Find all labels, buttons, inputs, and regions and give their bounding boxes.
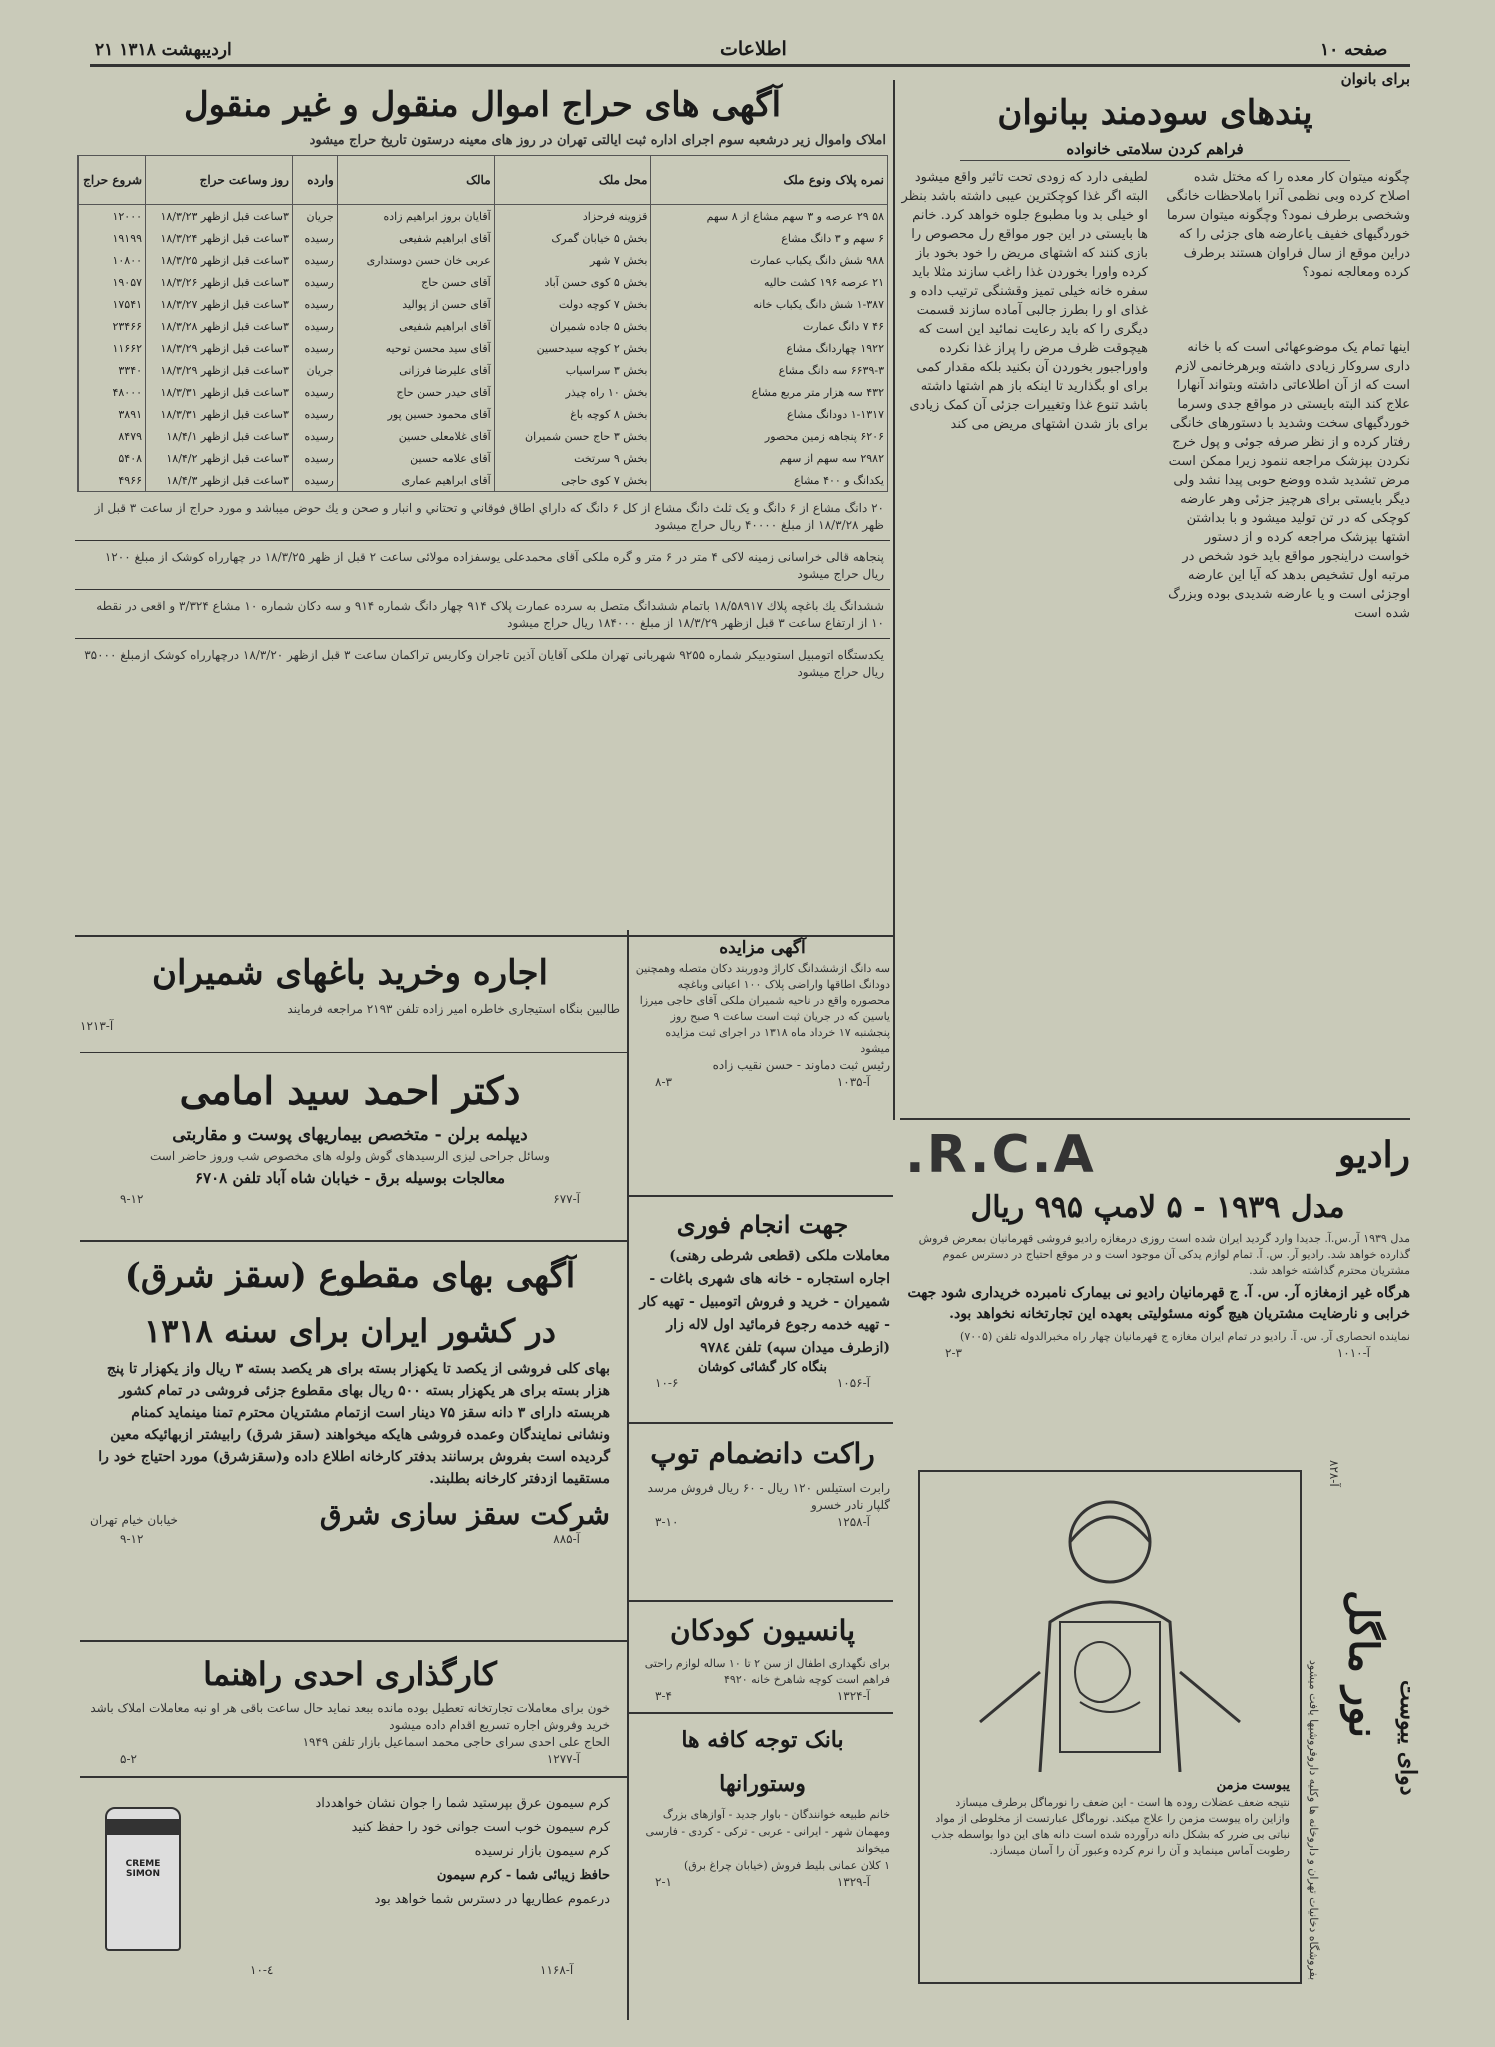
pension-code-2: ۳-۴ <box>655 1689 672 1703</box>
auction-row <box>79 469 888 491</box>
auction-row <box>79 425 888 447</box>
agency-address: الحاج علی احدی سرای حاجی محمد اسماعیل بازار تلفن ۱۹۴۹ <box>302 1735 610 1749</box>
cafe-text: خانم طبیعه خوانندگان - باوار جدید - آوازهای بزرگ ومهمان شهر - ایرانی - عربی - ترکی - کردی - فارسی میخواند <box>645 1808 890 1855</box>
urgent-ad <box>635 1205 890 1415</box>
auction-cell: ۳ساعت قبل ازظهر ۱۸/۳/۲۹ <box>146 337 293 359</box>
column-rule-right <box>893 80 895 1120</box>
medicine-heading: یبوست مزمن <box>1216 1778 1290 1793</box>
auction-notice-code: آ-۱۰۳۵ <box>836 1075 870 1089</box>
racket-title: راکت دانضمام توپ <box>650 1437 875 1470</box>
auction-cell: بخش ۸ کوچه باغ <box>494 403 651 425</box>
urgent-text: معاملات ملکی (قطعی شرطی رهنی) اجاره استجاره - خانه های شهری باغات - شمیران - خرید و فروش اتومبیل - تهیه کار - تهیه خدمه رجوع فرمائید اول لاله زار (ازطرف میدان سپه) تلفن ۹۷۸٤ <box>639 1248 890 1356</box>
gum-code: آ-۸۸۵ <box>553 1532 580 1546</box>
medicine-illustration <box>920 1472 1300 1772</box>
article-intro: چگونه میتوان کار معده را که مختل شده اصلاح کرده وبی نظمی آنرا باملاحظات خانگی وشخصی برطرف نمود؟ وچگونه میتوان سرما خوردگیهای خفیف یاعارضه های جزئی را که دراین موقع از سال فراوان هستند برطرف کرده ومعالجه نمود؟ <box>1166 170 1410 280</box>
doctor-ad <box>80 1060 620 1250</box>
auction-cell: آقای علیرضا فرزانی <box>337 359 494 381</box>
auction-cell: ۲۱ عرصه ۱۹۶ کشت حالیه <box>651 271 887 293</box>
auction-row <box>79 381 888 403</box>
radio-warning: هرگاه غیر ازمغازه آر. س. آ. ج قهرمانیان رادیو نی بیمارک نامبرده خریداری شود جهت خرابی و نارضایت مشتریان هیچ گونه مسئولیتی بعهده این تجارتخانه نخواهد بود. <box>907 1285 1410 1322</box>
header-owner: مالک <box>337 156 494 205</box>
cafe-title: بانک توجه کافه ها وستورانها <box>681 1727 844 1797</box>
urgent-title: جهت انجام فوری <box>676 1210 849 1239</box>
header-plot: نمره پلاک ونوع ملک <box>651 156 887 205</box>
auction-row <box>79 205 888 228</box>
auction-section <box>75 80 890 935</box>
cream-line-3: کرم سیمون بازار نرسیده <box>474 1844 610 1859</box>
gum-code-2: ۹-۱۲ <box>120 1532 144 1546</box>
racket-code: آ-۱۲۵۸ <box>836 1515 870 1529</box>
cream-line-5: درعموم عطاریها در دسترس شما خواهد بود <box>374 1892 610 1907</box>
auction-cell: ۳ساعت قبل ازظهر ۱۸/۳/۲۹ <box>146 359 293 381</box>
auction-cell: آقای محمود حسین پور <box>337 403 494 425</box>
agency-ad <box>80 1648 620 1768</box>
gum-text: بهای کلی فروشی از یکصد تا یکهزار بسته برای هر یکصد بسته ۳ ریال واز یکهزار تا پنج هزار بسته برای هر یکهزار بسته ۵۰۰ ریال بهای مقطوع جزئی فروشی در تمام کشور هربسته دارای ۳ دانه سقز ۷۵ دینار است ازتمام مشتریان محترم تمنا مینماید کمنام ونشانی نمایندگان وعمده فروشی هایکه میخواهند (سقز شرق) رابیشتر ازبهائیکه معین گردیده است بفروش برسانند بدفتر کارخانه اطلاع داده و(سقزشرق) مورد احتیاج خود را مستقیما ازدفتر کارخانه بطلبند. <box>98 1361 610 1487</box>
auction-title: آگهی های حراج اموال منقول و غیر منقول <box>183 85 782 125</box>
auction-cell: رسیده <box>292 425 337 447</box>
auction-cell: عربی خان حسن دوستداری <box>337 249 494 271</box>
radio-title: رادیو <box>1337 1134 1410 1176</box>
article-title: پندهای سودمند ببانوان <box>997 93 1313 133</box>
auction-cell: ۹۸۸ شش دانگ یکباب عمارت <box>651 249 887 271</box>
auction-cell: ۳ساعت قبل ازظهر ۱۸/۳/۲۴ <box>146 227 293 249</box>
issue-date: ۲۱ اردیبهشت ۱۳۱۸ <box>95 40 232 60</box>
auction-cell: ۳ساعت قبل ازظهر ۱۸/۳/۲۸ <box>146 315 293 337</box>
header-received: وارده <box>292 156 337 205</box>
cream-line-1: کرم سیمون عرق بپرستید شما را جوان نشان خواهدداد <box>315 1796 610 1811</box>
racket-text: رابرت استیلس ۱۲۰ ریال - ۶۰ ریال فروش مرسد گلپار نادر خسرو <box>647 1481 890 1512</box>
auction-cell: ۱۱۶۶۲ <box>79 337 146 359</box>
auction-cell: ۴۹۶۶ <box>79 469 146 491</box>
auction-cell: بخش ۷ کوی حاجی <box>494 469 651 491</box>
doctor-equipment: وسائل جراحی لیزی الرسیدهای گوش ولوله های مخصوص شب وروز حاضر است <box>150 1149 550 1163</box>
auction-cell: جریان <box>292 205 337 228</box>
cream-code-2: ۱۰-٤ <box>250 1963 274 1977</box>
cream-brand: CREME SIMON <box>125 1859 161 1879</box>
auction-cell: بخش ۷ کوچه دولت <box>494 293 651 315</box>
auction-row <box>79 337 888 359</box>
auction-cell: ۳ساعت قبل ازظهر ۱۸/۳/۲۳ <box>146 205 293 228</box>
racket-code-2: ۳-۱۰ <box>655 1515 679 1529</box>
cream-code: آ-۱۱۶۸ <box>540 1963 574 1977</box>
auction-cell: رسیده <box>292 315 337 337</box>
header-location: محل ملک <box>494 156 651 205</box>
auction-cell: ۳ساعت قبل ازظهر ۱۸/۳/۲۵ <box>146 249 293 271</box>
auction-row <box>79 227 888 249</box>
auction-cell: ۳۸۹۱ <box>79 403 146 425</box>
auction-cell: آقای ابراهیم شفیعی <box>337 227 494 249</box>
auction-cell: ۱۹۱۹۹ <box>79 227 146 249</box>
auction-cell: ۱۰۸۰۰ <box>79 249 146 271</box>
gardens-text: طالبین بنگاه استیجاری خاطره امیر زاده تلفن ۲۱۹۳ مراجعه فرمایند <box>287 1002 620 1016</box>
auction-cell: ۳ساعت قبل ازظهر ۱۸/۳/۳۱ <box>146 403 293 425</box>
auction-cell: رسیده <box>292 381 337 403</box>
masthead-rule <box>90 64 1410 67</box>
auction-notice-signer: رئیس ثبت دماوند - حسن نقیب زاده <box>712 1058 890 1072</box>
pension-title: پانسیون کودکان <box>669 1614 855 1647</box>
radio-model: مدل ۱۹۳۹ - ۵ لامپ ۹۹۵ ریال <box>970 1190 1345 1225</box>
agency-code: آ-۱۲۷۷ <box>546 1752 580 1766</box>
auction-note-2: پنجاهه قالی خراسانی زمینه لاکی ۴ متر در ۶ متر و گره ملکی آقای محمدعلی یوسفزاده مولائی ساعت ۲ قبل از ظهر ۱۸/۳/۲۵ در چهارراه کوشک از مبلغ ۱۲۰۰ ریال حراج میشود <box>104 550 884 581</box>
auction-cell: ۱-۳۸۷ شش دانگ یکباب خانه <box>651 293 887 315</box>
auction-table <box>78 156 887 491</box>
medicine-ad-frame <box>918 1470 1302 1984</box>
auction-cell: رسیده <box>292 271 337 293</box>
auction-row <box>79 271 888 293</box>
auction-cell: ۴۸۰۰۰ <box>79 381 146 403</box>
agency-text: خون برای معاملات تجارتخانه تعطیل بوده مانده ببعد نماید حال ساعت باقی هر او نبه معاملات املاک باشد خرید وفروش اجاره تسریع اقدام داده میشود <box>90 1701 610 1732</box>
gum-title-2: در کشور ایران برای سنه ۱۳۱۸ <box>144 1312 556 1350</box>
auction-cell: قزوینه فرحزاد <box>494 205 651 228</box>
cafe-code: آ-۱۳۲۹ <box>836 1875 870 1889</box>
page-number: صفحه ۱۰ <box>1320 40 1388 60</box>
auction-cell: ۳۳۴۰ <box>79 359 146 381</box>
auction-cell: آقای حیدر حسن حاج <box>337 381 494 403</box>
rca-logo: R.C.A. <box>905 1125 1096 1185</box>
medicine-code: آ-۸۲۸ <box>1327 1460 1341 1487</box>
doctor-address: معالجات بوسیله برق - خیابان شاه آباد تلفن ۶۷۰۸ <box>194 1169 505 1187</box>
auction-cell: ۵۸ ۲۹ عرصه و ۳ سهم مشاع از ۸ سهم <box>651 205 887 228</box>
auction-cell: رسیده <box>292 469 337 491</box>
auction-notice-ad <box>635 935 890 1135</box>
auction-cell: ۶۶۳۹-۳ سه دانگ مشاع <box>651 359 887 381</box>
auction-cell: ۱۹۲۲ چهاردانگ مشاع <box>651 337 887 359</box>
header-start-price: شروع حراج <box>79 156 146 205</box>
radio-code: آ-۱۰۱۰ <box>1336 1346 1370 1360</box>
auction-cell: رسیده <box>292 447 337 469</box>
article-column-right: اینها تمام یک موضوعهائی است که با خانه داری سروکار زیادی داشته وبرهرخانمی لازم است که از آن اطلاعاتی داشته وبتواند آنهارا علاج کند البته بایستی در مواقع جدی وسرما خوردگیهای سخت وشدید با دستورهای خانگی رفتار کرده و از نظر صرفه جوئی و پول خرج نکردن بپزشک مراجعه ننمود زیرا ممکن است مرض تشدید شده ووضع حوبی پیدا نشد ولی دیگر بایستی برای هرچیز جزئی وهر عارضه کوچکی که در تن تولید میشود و با بداشتن اشتها بپزشک مراجعه کرده و از دستور خواست دراینجور مواقع باید خود شخص در مرتبه اول تشخیص بدهد که آیا این عارضه اوجزئی است و یا عارضه شدیدی بوده وبزرگ شده است <box>1168 340 1410 621</box>
pension-ad <box>635 1606 890 1706</box>
radio-text: مدل ۱۹۳۹ آر.س.آ. جدیدا وارد گردید ایران شده است روزی درمغازه رادیو فروشی قهرمانیان بمعرض فروش گذارده خواهد شد. رادیو آر. س. آ. تمام لوازم یدکی آن موجود است و در موقع احتیاج در دسترس عموم مشتریان محترم گذاشته خواهد شد. <box>918 1232 1410 1277</box>
cream-line-4: حافظ زیبائی شما - کرم سیمون <box>436 1868 610 1883</box>
auction-row <box>79 403 888 425</box>
auction-cell: بخش ۱۰ راه چیذر <box>494 381 651 403</box>
gum-address: خیابان خیام تهران <box>90 1513 178 1527</box>
auction-cell: ۱۲۰۰۰ <box>79 205 146 228</box>
auction-cell: ۶ سهم و ۳ دانگ مشاع <box>651 227 887 249</box>
header-date: روز وساعت حراج <box>146 156 293 205</box>
gum-title: آگهی بهای مقطوع (سقز شرق) <box>124 1256 576 1296</box>
auction-cell: ۴۳۲ سه هزار متر مربع مشاع <box>651 381 887 403</box>
doctor-name: دکتر احمد سید امامی <box>179 1068 521 1113</box>
auction-cell: بخش ۳ حاج حسن شمیران <box>494 425 651 447</box>
advice-article <box>900 88 1410 1128</box>
auction-note-4: یکدستگاه اتومبیل استودبیکر شماره ۹۲۵۵ شهربانی تهران ملکی آقایان آذین تاجران وکاریس تراکمان ساعت ۳ قبل ازظهر ۱۸/۳/۲۰ درچهارراه کوشک ازمبلغ ۳۵۰۰۰ ریال حراج میشود <box>84 648 884 679</box>
auction-cell: آقای علامه حسین <box>337 447 494 469</box>
auction-row <box>79 315 888 337</box>
doctor-code-2: ۹-۱۲ <box>120 1192 144 1206</box>
auction-cell: ۲۳۴۶۶ <box>79 315 146 337</box>
auction-cell: بخش ۷ شهر <box>494 249 651 271</box>
auction-row <box>79 359 888 381</box>
cafe-address: ۱ کلان عمانی بلیط فروش (خیابان چراغ برق) <box>683 1859 890 1872</box>
pension-code: آ-۱۳۲۴ <box>836 1689 870 1703</box>
auction-notice-text: سه دانگ ازششدانگ کاراژ ودوربند دکان متصله وهمچنین دودانگ اطاقها واراضی پلاک ۱۰۰ اعیانی وباغچه محصوره واقع در ناحیه شمیران ملکی آقای حاجی میرزا یاسین که در جریان ثبت است ساعت ۹ صبح روز پنجشنبه ۱۷ خرداد ماه ۱۳۱۸ در اجرای ثبت مزایده میشود <box>635 962 890 1055</box>
auction-cell: ۱-۱۳۱۷ دودانگ مشاع <box>651 403 887 425</box>
auction-notice-code-2: ۸-۳ <box>655 1075 672 1089</box>
auction-cell: ۱۷۵۴۱ <box>79 293 146 315</box>
auction-row <box>79 293 888 315</box>
urgent-code: آ-۱۰۵۶ <box>836 1376 870 1390</box>
doctor-specialty: دیپلمه برلن - متخصص بیماریهای پوست و مقاربتی <box>172 1125 528 1145</box>
cream-line-2: کرم سیمون خوب است جوانی خود را حفظ کنید <box>351 1820 610 1835</box>
auction-notice-title: آگهی مزایده <box>719 938 806 958</box>
auction-cell: بخش ۵ کوی حسن آباد <box>494 271 651 293</box>
auction-cell: رسیده <box>292 249 337 271</box>
cafe-ad <box>635 1718 890 1918</box>
auction-cell: بخش ۳ سراسیاب <box>494 359 651 381</box>
auction-cell: ۳ساعت قبل ازظهر ۱۸/۳/۳۱ <box>146 381 293 403</box>
auction-cell: ۳ساعت قبل ازظهر ۱۸/۴/۱ <box>146 425 293 447</box>
pension-text: برای نگهداری اطفال از سن ۲ تا ۱۰ ساله لوازم راحتی فراهم است کوچه شاهرخ خانه ۴۹۲۰ <box>644 1657 890 1686</box>
auction-cell: ۳ساعت قبل ازظهر ۱۸/۳/۲۶ <box>146 271 293 293</box>
auction-cell: ۶۲۰۶ پنجاهه زمین محصور <box>651 425 887 447</box>
column-rule-left <box>627 930 629 2020</box>
gum-company: شرکت سقز سازی شرق <box>319 1498 610 1531</box>
newspaper-name: اطلاعات <box>720 38 787 60</box>
medicine-subtitle: دوای یبوست <box>1395 1680 1421 1796</box>
auction-cell: ۵۴۰۸ <box>79 447 146 469</box>
auction-row <box>79 447 888 469</box>
auction-cell: آقایان بروز ابراهیم زاده <box>337 205 494 228</box>
auction-table-wrap <box>77 155 888 492</box>
cafe-code-2: ۲-۱ <box>655 1875 672 1889</box>
urgent-agency: بنگاه کار گشائی کوشان <box>697 1360 827 1375</box>
auction-cell: ۸۴۷۹ <box>79 425 146 447</box>
auction-cell: ۳ساعت قبل ازظهر ۱۸/۳/۲۷ <box>146 293 293 315</box>
auction-cell: آقای حسن از پوالید <box>337 293 494 315</box>
auction-cell: بخش ۵ خیابان گمرک <box>494 227 651 249</box>
auction-cell: جریان <box>292 359 337 381</box>
auction-cell: بخش ۹ سرتخت <box>494 447 651 469</box>
auction-cell: آقای سید محسن توحیه <box>337 337 494 359</box>
auction-cell: رسیده <box>292 293 337 315</box>
auction-note-1: ۲۰ دانگ مشاع از ۶ دانگ و یک ثلث دانگ مشاع از کل ۶ دانگ که داراي اطاق فوقاني و تحتاني و انبار و صحن و يك حوض ميباشد و مورد حراج از ساعت ۳ قبل از ظهر ۱۸/۳/۲۸ از مبلغ ۴۰۰۰۰ ريال حراج ميشود <box>94 501 884 532</box>
cream-jar-image <box>105 1807 181 1951</box>
section-label: برای بانوان <box>1340 70 1410 88</box>
auction-cell: ۲۹۸۲ سه سهم از سهم <box>651 447 887 469</box>
agency-title: کارگذاری احدی راهنما <box>203 1655 497 1693</box>
racket-ad <box>635 1428 890 1593</box>
auction-note-3: ششدانگ یك باغچه پلاك ۱۸/۵۸۹۱۷ باتمام ششدانگ متصل به سرده عمارت پلاک ۹۱۴ چهار دانگ شماره ۹۱۴ و سه دکان شماره ۱۰ مشاع ۳/۳۲۴ و اقعی در نقطه ۱۰ از ارتفاع ساعت ۳ قبل ازظهر ۱۸/۳/۲۹ از مبلغ ۱۸۴۰۰۰ ریال حراج میشود <box>96 599 884 630</box>
auction-cell: ۴۶ ۷ دانگ عمارت <box>651 315 887 337</box>
gardens-ad <box>80 945 620 1050</box>
auction-cell: آقای حسن حاج <box>337 271 494 293</box>
radio-address: نماینده انحصاری آر. س. آ. رادیو در تمام ایران مغازه ج قهرمانیان چهار راه مخبرالدوله تلفن (۷۰۰۵) <box>960 1330 1410 1343</box>
medicine-title: نور ماگل <box>1340 1590 1387 1738</box>
article-column-middle: لطیفی دارد که زودی تحت تاثیر واقع میشود البته اگر غذا کوچکترین عیبی داشته باشد بنظر او خیلی بد وبا مطبوع جلوه خواهد کرد. خانم ها بایستی در این جور مواقع رل محصوص را بازی کنند که اشتهای مریض را خود بخود باز کرده واورا بخوردن غذا راغب سازند مثلا باید سفره خانه خیلی تمیز وقشنگی ترتیب داده و غذای او را بطرز جالبی آماده سازند قسمت دیگری را که باید رعایت نمائید این است که هیچوقت ظرف مرض را پراز غذا نکرده واوراجبور بخوردن آن بکنید بلکه مقدار کمی برای او بگذارید تا اینکه باز هم اشتها داشته باشد تنوع غذا وتغییرات جزئی آن کمک زیادی برای باز شدن اشتهای مریض می کند <box>901 170 1148 432</box>
gardens-title: اجاره وخرید باغهای شمیران <box>152 953 548 993</box>
auction-cell: آقای ابراهیم شفیعی <box>337 315 494 337</box>
auction-cell: آقای ابراهیم عماری <box>337 469 494 491</box>
auction-cell: ۳ساعت قبل ازظهر ۱۸/۴/۳ <box>146 469 293 491</box>
gardens-code: آ-۱۲۱۳ <box>80 1019 114 1033</box>
auction-cell: رسیده <box>292 227 337 249</box>
auction-cell: بخش ۵ جاده شمیران <box>494 315 651 337</box>
agency-code-2: ۵-۲ <box>120 1752 137 1766</box>
cream-ad <box>80 1782 620 2022</box>
auction-cell: بخش ۲ کوچه سیدحسین <box>494 337 651 359</box>
article-subtitle: فراهم کردن سلامتی خانواده <box>960 138 1350 161</box>
auction-row <box>79 249 888 271</box>
auction-cell: رسیده <box>292 337 337 359</box>
auction-cell: یکدانگ و ۴۰۰ مشاع <box>651 469 887 491</box>
auction-cell: ۱۹۰۵۷ <box>79 271 146 293</box>
radio-code-2: ۲-۳ <box>945 1346 962 1360</box>
gum-price-ad <box>80 1248 620 1633</box>
doctor-code: آ-۶۷۷ <box>553 1192 580 1206</box>
urgent-code-2: ۱۰-۶ <box>655 1376 679 1390</box>
auction-cell: رسیده <box>292 403 337 425</box>
medicine-text: نتیجه ضعف عضلات روده ها است - این ضعف را نورماگل برطرف میسازد وازاین راه یبوست مزمن را علاج میکند. نورماگل عبارتست از مخلوطی از مواد نباتی بی ضرر که بشکل دانه درآورده شده است دانه های این دوا بواسطه جذب رطوبت آماس مینماید و آن را نرم کرده وعبور آن را آسان میسازد. <box>931 1796 1290 1857</box>
auction-cell: ۳ساعت قبل ازظهر ۱۸/۴/۲ <box>146 447 293 469</box>
medicine-side-text: بفروشگاه دخانیات تهران و داروخانه ها وکلیه داروفروشیها یافت میشود <box>1307 1659 1320 1980</box>
auction-subtitle: املاک واموال زیر درشعبه سوم اجرای اداره ثبت ایالتی تهران در روز های معینه درستون تاریخ حراج میشود <box>309 133 886 148</box>
auction-cell: آقای غلامعلی حسین <box>337 425 494 447</box>
radio-ad <box>905 1125 1410 1455</box>
